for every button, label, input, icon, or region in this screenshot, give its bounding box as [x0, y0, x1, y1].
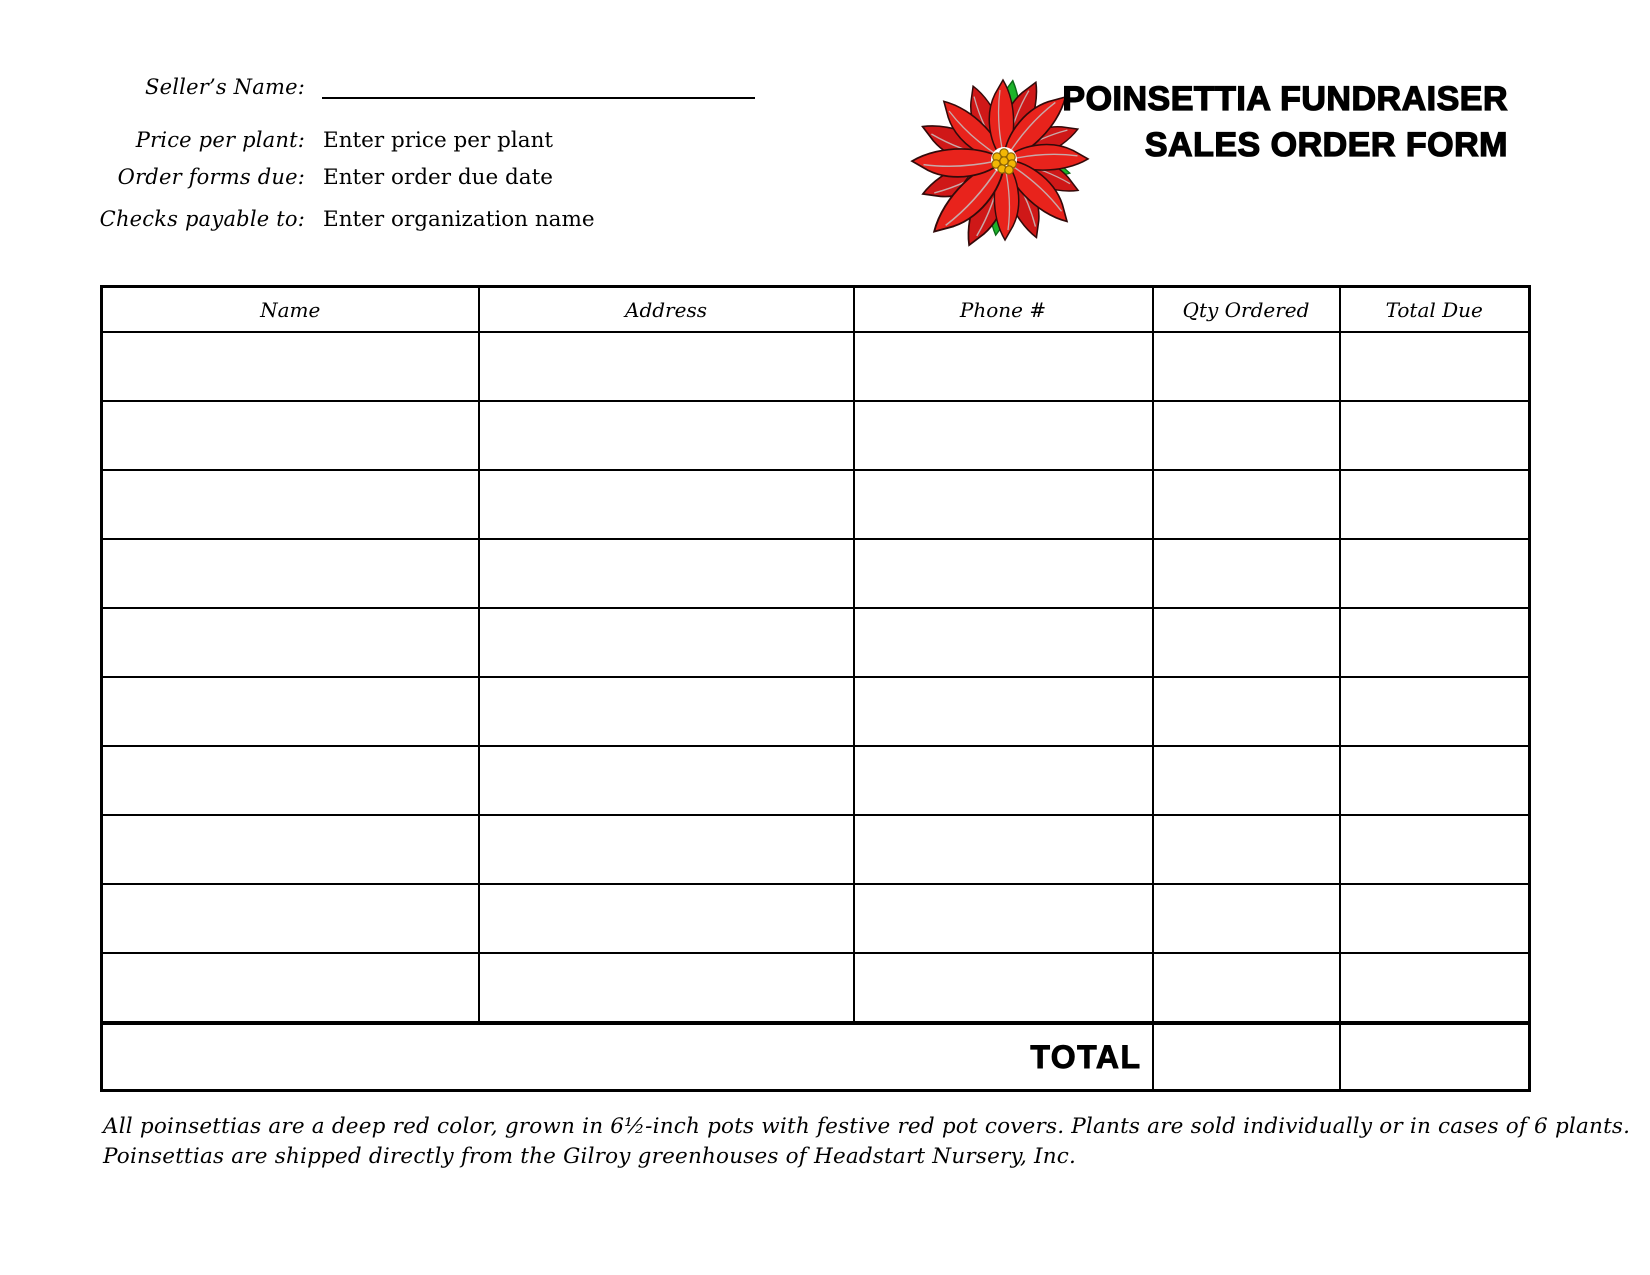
price-per-plant-value[interactable]: Enter price per plant: [323, 128, 554, 153]
total-label: TOTAL: [102, 1023, 1153, 1091]
qty-ordered-cell[interactable]: [1153, 608, 1340, 677]
total-due-cell[interactable]: [1340, 539, 1530, 608]
order-row: [102, 470, 1530, 539]
phone-cell[interactable]: [854, 539, 1153, 608]
name-cell[interactable]: [102, 332, 479, 401]
name-cell[interactable]: [102, 608, 479, 677]
total-due-cell[interactable]: [1340, 470, 1530, 539]
qty-ordered-cell[interactable]: [1153, 539, 1340, 608]
order-row: [102, 401, 1530, 470]
order-table: [100, 285, 1531, 1092]
total-due-cell[interactable]: [1340, 677, 1530, 746]
phone-cell[interactable]: [854, 884, 1153, 953]
order-row: [102, 746, 1530, 815]
name-cell[interactable]: [102, 401, 479, 470]
phone-cell[interactable]: [854, 608, 1153, 677]
total-due-cell[interactable]: [1340, 332, 1530, 401]
total-due-cell[interactable]: [1340, 401, 1530, 470]
total-qty-cell[interactable]: [1153, 1023, 1340, 1091]
address-cell[interactable]: [479, 884, 854, 953]
order-row: [102, 539, 1530, 608]
qty-ordered-cell[interactable]: [1153, 677, 1340, 746]
qty-ordered-cell[interactable]: [1153, 746, 1340, 815]
checks-payable-value[interactable]: Enter organization name: [323, 207, 595, 232]
qty-ordered-cell[interactable]: [1153, 884, 1340, 953]
price-per-plant-label: Price per plant:: [135, 128, 305, 152]
name-cell[interactable]: [102, 677, 479, 746]
phone-cell[interactable]: [854, 677, 1153, 746]
name-cell[interactable]: [102, 539, 479, 608]
name-cell[interactable]: [102, 470, 479, 539]
address-cell[interactable]: [479, 539, 854, 608]
checks-payable-label: Checks payable to:: [99, 207, 305, 231]
order-row: [102, 608, 1530, 677]
qty-ordered-cell[interactable]: [1153, 815, 1340, 884]
order-row: [102, 953, 1530, 1023]
qty-ordered-cell[interactable]: [1153, 332, 1340, 401]
form-title-line2: SALES ORDER FORM: [1144, 126, 1508, 164]
phone-cell[interactable]: [854, 470, 1153, 539]
address-cell[interactable]: [479, 677, 854, 746]
seller-name-line[interactable]: [322, 97, 755, 99]
column-header-address: Address: [479, 287, 854, 333]
total-due-cell[interactable]: [1340, 746, 1530, 815]
phone-cell[interactable]: [854, 815, 1153, 884]
qty-ordered-cell[interactable]: [1153, 953, 1340, 1023]
checks-payable-row: [60, 207, 595, 232]
name-cell[interactable]: [102, 815, 479, 884]
order-row: [102, 815, 1530, 884]
column-header-qty-ordered: Qty Ordered: [1153, 287, 1340, 333]
total-due-cell[interactable]: [1340, 953, 1530, 1023]
seller-name-label: Seller’s Name:: [145, 75, 305, 99]
footer-note-line1: All poinsettias are a deep red color, grown in 6½-inch pots with festive red pot covers. Plants are sold individually or in cases of 6 plants.: [103, 1114, 1631, 1139]
form-title: [960, 76, 1508, 168]
order-row: [102, 332, 1530, 401]
order-forms-due-row: [60, 165, 553, 190]
address-cell[interactable]: [479, 953, 854, 1023]
form-title-line1: POINSETTIA FUNDRAISER: [1062, 80, 1508, 118]
seller-name-row: [60, 75, 305, 99]
address-cell[interactable]: [479, 332, 854, 401]
total-row: [102, 1023, 1530, 1091]
footer-note-line2: Poinsettias are shipped directly from the Gilroy greenhouses of Headstart Nursery, Inc.: [103, 1144, 1077, 1169]
address-cell[interactable]: [479, 608, 854, 677]
order-row: [102, 677, 1530, 746]
price-per-plant-row: [60, 128, 553, 153]
address-cell[interactable]: [479, 815, 854, 884]
order-row: [102, 884, 1530, 953]
phone-cell[interactable]: [854, 953, 1153, 1023]
total-due-cell[interactable]: [1340, 815, 1530, 884]
phone-cell[interactable]: [854, 746, 1153, 815]
phone-cell[interactable]: [854, 401, 1153, 470]
total-due-cell[interactable]: [1340, 884, 1530, 953]
column-header-name: Name: [102, 287, 479, 333]
phone-cell[interactable]: [854, 332, 1153, 401]
qty-ordered-cell[interactable]: [1153, 470, 1340, 539]
total-due-sum-cell[interactable]: [1340, 1023, 1530, 1091]
address-cell[interactable]: [479, 746, 854, 815]
order-table-header-row: [102, 287, 1530, 333]
qty-ordered-cell[interactable]: [1153, 401, 1340, 470]
name-cell[interactable]: [102, 953, 479, 1023]
name-cell[interactable]: [102, 884, 479, 953]
name-cell[interactable]: [102, 746, 479, 815]
address-cell[interactable]: [479, 470, 854, 539]
column-header-total-due: Total Due: [1340, 287, 1530, 333]
address-cell[interactable]: [479, 401, 854, 470]
order-forms-due-value[interactable]: Enter order due date: [323, 165, 553, 190]
column-header-phone: Phone #: [854, 287, 1153, 333]
order-forms-due-label: Order forms due:: [117, 165, 305, 189]
order-table-body: [102, 332, 1530, 1023]
footer-note: [103, 1112, 1631, 1172]
total-due-cell[interactable]: [1340, 608, 1530, 677]
